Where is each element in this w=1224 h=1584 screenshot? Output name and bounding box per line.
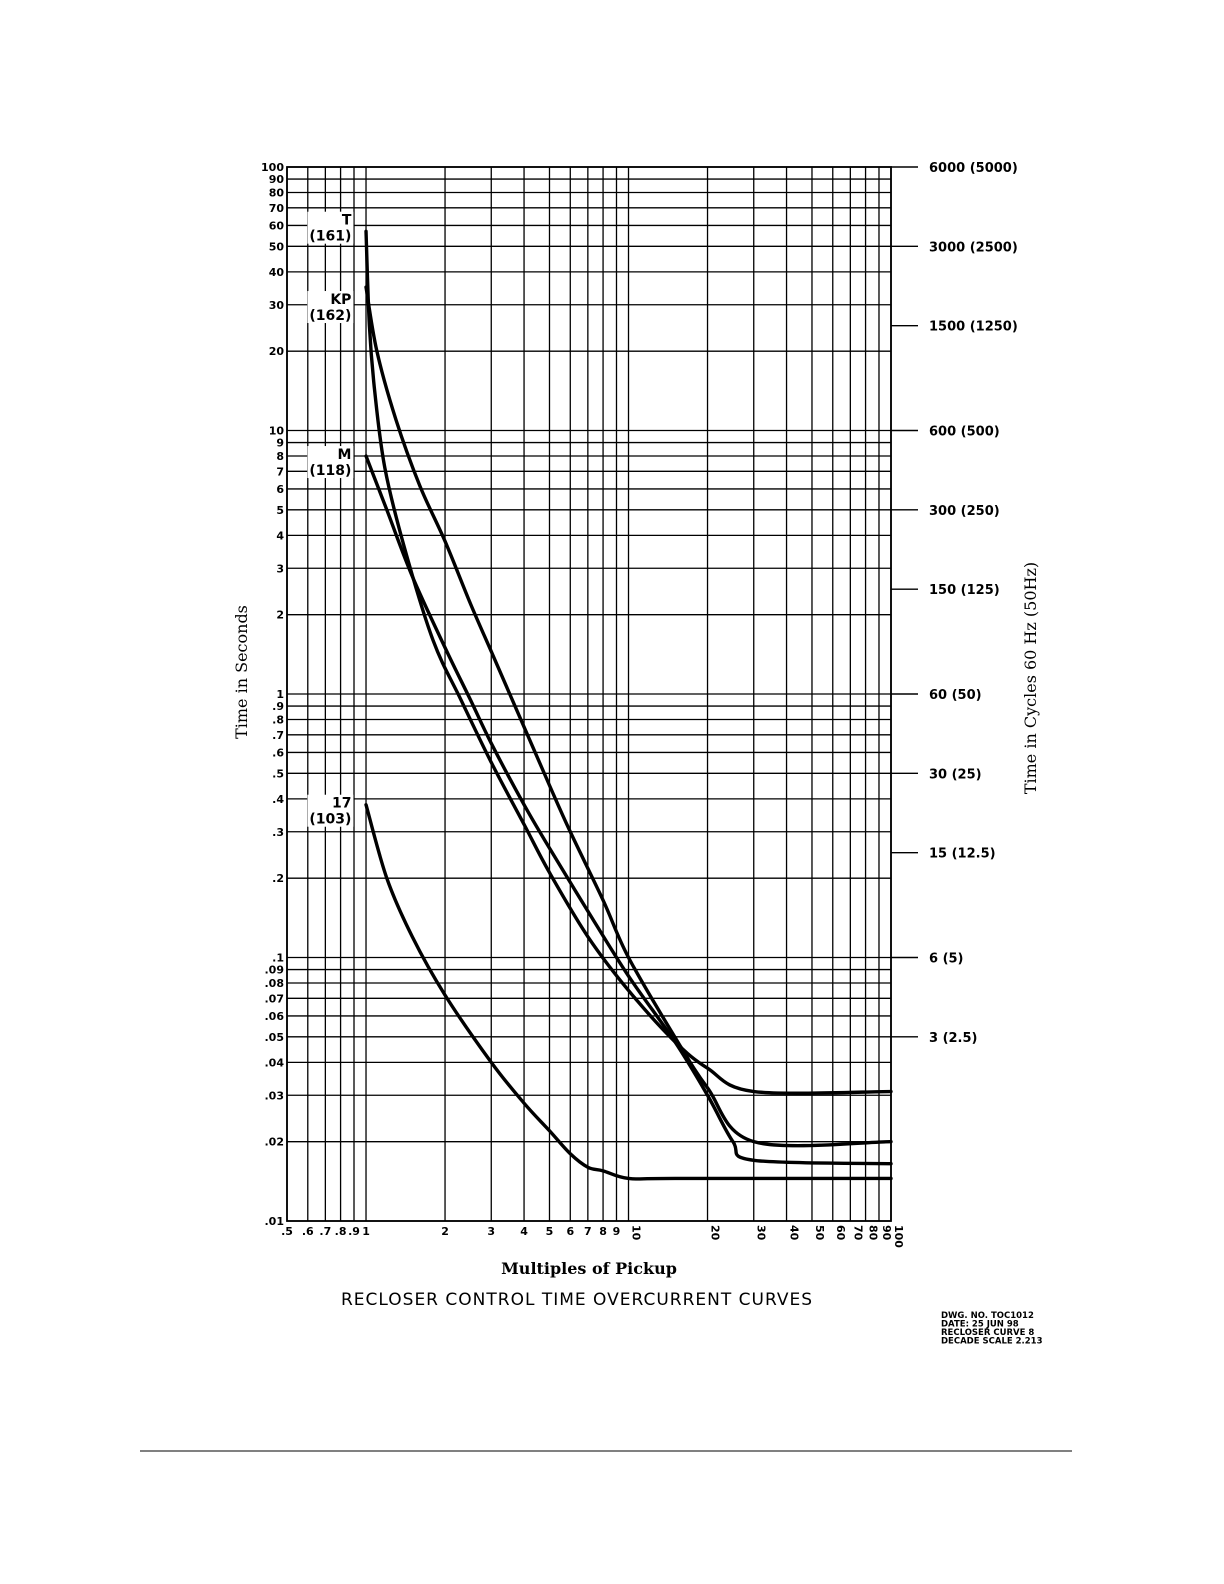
y-tick-label: .06: [264, 1009, 284, 1023]
y-tick-label: 80: [268, 186, 284, 200]
curve-code-label: (161): [309, 228, 352, 245]
x-tick-label: .5: [281, 1225, 293, 1238]
x-tick-label: 9: [612, 1225, 621, 1238]
y-tick-label: 60: [268, 219, 284, 233]
x-tick-label: 2: [441, 1225, 449, 1238]
y-axis-title: Time in Seconds: [232, 605, 251, 739]
x-tick-label: 70: [851, 1225, 865, 1241]
x-tick-label: .7: [319, 1225, 332, 1238]
y-tick-label: .03: [264, 1089, 284, 1103]
chart-ticks: [261, 161, 1018, 1248]
y2-tick-label: 600 (500): [929, 424, 1000, 440]
drawing-info-line: RECLOSER CURVE 8: [941, 1328, 1035, 1338]
y-tick-label: 100: [261, 161, 284, 174]
y-tick-label: .1: [272, 951, 284, 965]
curve-code-label: (162): [309, 308, 352, 325]
y2-axis-title: Time in Cycles 60 Hz (50Hz): [1021, 561, 1040, 795]
y-tick-label: 9: [276, 436, 284, 450]
x-tick-label: 40: [787, 1225, 801, 1241]
y-tick-label: .5: [272, 767, 284, 781]
y-tick-label: 20: [268, 345, 284, 359]
y-tick-label: .05: [264, 1030, 284, 1044]
y-tick-label: 90: [268, 173, 284, 187]
x-tick-label: 60: [833, 1225, 847, 1241]
x-tick-label: .9: [348, 1225, 360, 1238]
drawing-info-block: [941, 1311, 1043, 1347]
x-tick-label: 6: [566, 1225, 575, 1238]
y-tick-label: .02: [264, 1135, 284, 1149]
y2-tick-label: 1500 (1250): [929, 319, 1018, 335]
y-tick-label: 70: [268, 201, 284, 215]
x-tick-label: .6: [301, 1225, 314, 1238]
y-tick-label: 50: [268, 240, 284, 254]
x-tick-label: 90: [879, 1225, 893, 1241]
y2-tick-label: 15 (12.5): [929, 846, 996, 862]
y-tick-label: 6: [276, 482, 284, 496]
y-tick-label: 3: [276, 562, 284, 576]
curve-name-label: KP: [330, 292, 352, 309]
drawing-info-line: DWG. NO. TOC1012: [941, 1311, 1034, 1321]
y-tick-label: .07: [264, 992, 284, 1006]
y-tick-label: 4: [276, 529, 284, 543]
x-tick-label: 4: [520, 1225, 528, 1238]
y-tick-label: .4: [272, 792, 284, 806]
y-tick-label: 10: [268, 424, 284, 438]
y2-tick-label: 150 (125): [929, 583, 1000, 599]
y2-tick-label: 6000 (5000): [929, 161, 1018, 176]
drawing-info-line: DATE: 25 JUN 98: [941, 1319, 1019, 1330]
y-tick-label: 30: [268, 298, 284, 312]
x-tick-label: 1: [362, 1225, 370, 1238]
y-tick-label: .09: [264, 963, 284, 977]
curve-name-label: T: [341, 212, 352, 229]
y2-tick-label: 300 (250): [929, 503, 1000, 519]
curve-code-label: (103): [309, 811, 352, 828]
x-tick-label: 30: [754, 1225, 768, 1241]
y2-tick-label: 6 (5): [929, 951, 964, 967]
x-tick-label: 50: [812, 1225, 826, 1241]
chart-title: RECLOSER CONTROL TIME OVERCURRENT CURVES: [340, 1290, 814, 1310]
y-tick-label: 1: [276, 688, 284, 701]
y-tick-label: 8: [276, 450, 284, 464]
x-tick-label: 10: [629, 1225, 643, 1241]
y-tick-label: 40: [268, 265, 284, 279]
y-tick-label: .3: [272, 825, 284, 839]
chart-grid: [287, 167, 891, 1221]
y2-tick-label: 3000 (2500): [929, 240, 1018, 256]
x-tick-label: 3: [487, 1225, 496, 1238]
x-tick-label: 80: [866, 1225, 880, 1241]
y-tick-label: 5: [276, 503, 284, 517]
x-tick-label: .8: [334, 1225, 347, 1238]
y2-tick-label: 30 (25): [929, 767, 982, 783]
curve-code-label: (118): [309, 463, 352, 480]
y-tick-label: .08: [264, 977, 284, 991]
x-tick-label: 8: [599, 1225, 607, 1238]
x-tick-label: 5: [545, 1225, 554, 1238]
x-tick-label: 20: [708, 1225, 722, 1241]
y-tick-label: .2: [272, 872, 284, 886]
y-tick-label: .9: [272, 700, 284, 714]
x-tick-label: 7: [584, 1225, 592, 1238]
drawing-info-line: DECADE SCALE 2.213: [941, 1336, 1043, 1347]
y2-tick-label: 3 (2.5): [929, 1030, 978, 1046]
curve-name-label: M: [337, 447, 352, 464]
y2-tick-label: 60 (50): [929, 688, 982, 703]
y-tick-label: .01: [264, 1215, 284, 1228]
x-tick-label: 100: [892, 1225, 905, 1248]
y-tick-label: .7: [272, 728, 284, 742]
y-tick-label: .6: [272, 746, 284, 760]
x-axis-title: Multiples of Pickup: [501, 1259, 677, 1278]
y-tick-label: 2: [276, 608, 284, 622]
curve-name-label: 17: [331, 795, 352, 812]
y-tick-label: .04: [264, 1056, 284, 1070]
y-tick-label: .8: [272, 713, 284, 727]
y-tick-label: 7: [276, 465, 284, 479]
